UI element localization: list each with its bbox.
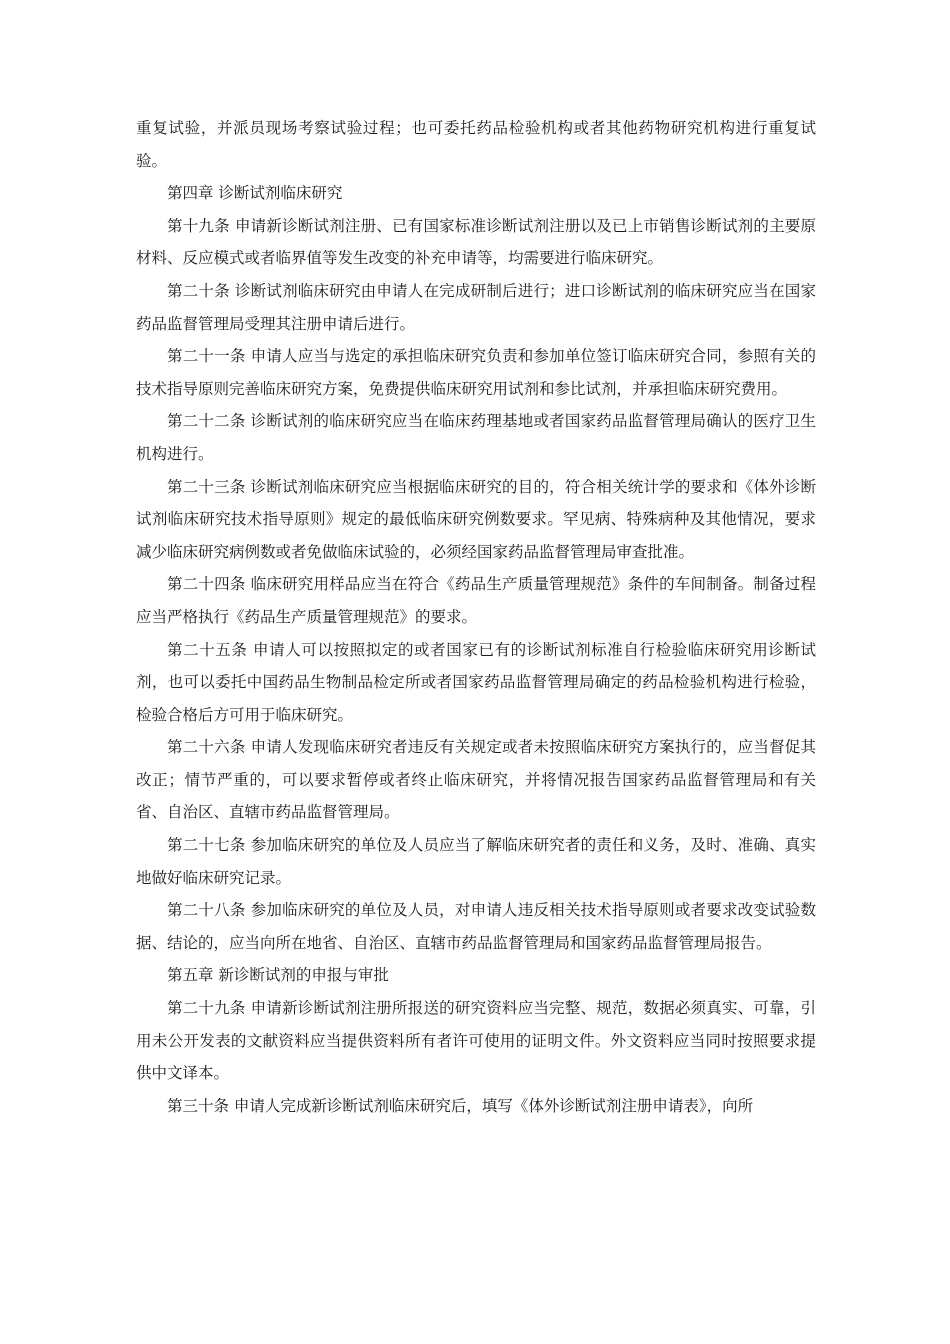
paragraph: 第二十九条 申请新诊断试剂注册所报送的研究资料应当完整、规范，数据必须真实、可靠，引用未公开发表的文献资料应当提供资料所有者许可使用的证明文件。外文资料应当同时按照要求提供中文译本。 bbox=[136, 999, 816, 1083]
paragraph: 第二十二条 诊断试剂的临床研究应当在临床药理基地或者国家药品监督管理局确认的医疗卫生机构进行。 bbox=[136, 412, 816, 463]
paragraph: 重复试验，并派员现场考察试验过程；也可委托药品检验机构或者其他药物研究机构进行重复试验。 bbox=[136, 119, 816, 170]
paragraph: 第十九条 申请新诊断试剂注册、已有国家标准诊断试剂注册以及已上市销售诊断试剂的主要原材料、反应模式或者临界值等发生改变的补充申请等，均需要进行临床研究。 bbox=[136, 216, 816, 268]
paragraph: 第二十四条 临床研究用样品应当在符合《药品生产质量管理规范》条件的车间制备。制备过程应当严格执行《药品生产质量管理规范》的要求。 bbox=[136, 575, 816, 626]
paragraph: 第二十条 诊断试剂临床研究由申请人在完成研制后进行；进口诊断试剂的临床研究应当在国家药品监督管理局受理其注册申请后进行。 bbox=[136, 281, 816, 333]
paragraph: 第二十八条 参加临床研究的单位及人员，对申请人违反相关技术指导原则或者要求改变试验数据、结论的，应当向所在地省、自治区、直辖市药品监督管理局和国家药品监督管理局报告。 bbox=[136, 901, 816, 952]
paragraph: 第四章 诊断试剂临床研究 bbox=[167, 184, 343, 203]
paragraph: 第三十条 申请人完成新诊断试剂临床研究后，填写《体外诊断试剂注册申请表》，向所 bbox=[167, 1096, 754, 1115]
paragraph: 第二十六条 申请人发现临床研究者违反有关规定或者未按照临床研究方案执行的，应当督促其改正；情节严重的，可以要求暂停或者终止临床研究，并将情况报告国家药品监督管理局和有关省、自治区、直辖市药品监督管理局。 bbox=[136, 738, 816, 822]
document-body bbox=[136, 112, 816, 1122]
paragraph: 第二十一条 申请人应当与选定的承担临床研究负责和参加单位签订临床研究合同，参照有关的技术指导原则完善临床研究方案，免费提供临床研究用试剂和参比试剂，并承担临床研究费用。 bbox=[136, 347, 816, 398]
paragraph: 第二十五条 申请人可以按照拟定的或者国家已有的诊断试剂标准自行检验临床研究用诊断试剂，也可以委托中国药品生物制品检定所或者国家药品监督管理局确定的药品检验机构进行检验，检验合格后方可用于临床研究。 bbox=[136, 640, 816, 724]
paragraph: 第二十七条 参加临床研究的单位及人员应当了解临床研究者的责任和义务，及时、准确、真实地做好临床研究记录。 bbox=[136, 836, 816, 887]
paragraph: 第二十三条 诊断试剂临床研究应当根据临床研究的目的，符合相关统计学的要求和《体外诊断试剂临床研究技术指导原则》规定的最低临床研究例数要求。罕见病、特殊病种及其他情况，要求减少临床研究病例数或者免做临床试验的，必须经国家药品监督管理局审查批准。 bbox=[136, 477, 816, 561]
paragraph: 第五章 新诊断试剂的申报与审批 bbox=[167, 966, 389, 985]
